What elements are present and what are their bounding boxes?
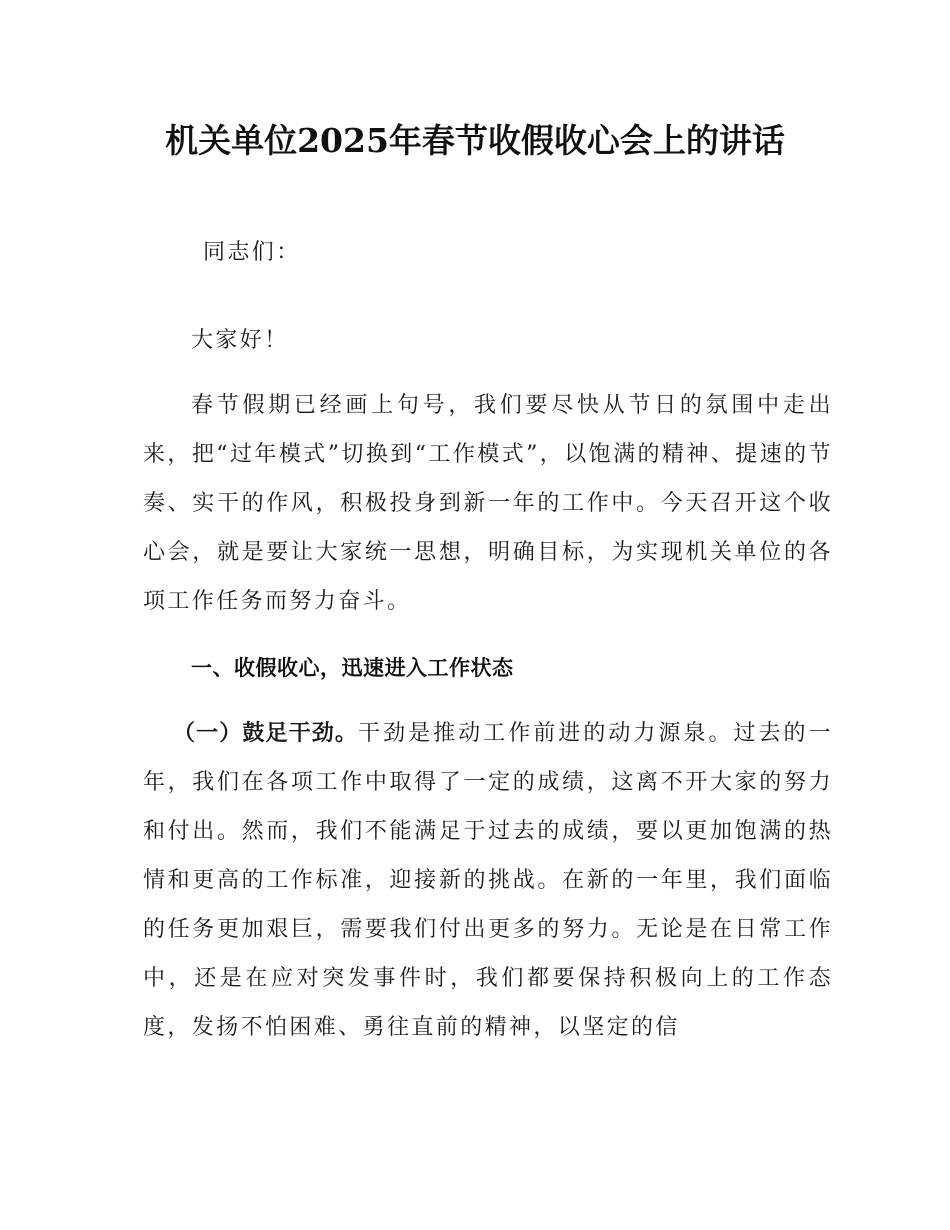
greeting: 大家好！ <box>191 328 289 353</box>
paragraph-intro: 春节假期已经画上句号，我们要尽快从节日的氛围中走出来，把“过年模式”切换到“工作模式”，以饱满的精神、提速的节奏、实干的作风，积极投身到新一年的工作中。今天召开这个收心会，就是要让大家统一思想，明确目标，为实现机关单位的各项工作任务而努力奋斗。 <box>143 393 833 614</box>
subsection-text: 干劲是推动工作前进的动力源泉。过去的一年，我们在各项工作中取得了一定的成绩，这离不开大家的努力和付出。然而，我们不能满足于过去的成绩，要以更加饱满的热情和更高的工作标准，迎接新的挑战。在新的一年里，我们面临的任务更加艰巨，需要我们付出更多的努力。无论是在日常工作中，还是在应对突发事件时，我们都要保持积极向上的工作态度，发扬不怕困难、勇往直前的精神，以坚定的信 <box>143 721 833 1040</box>
document-title: 机关单位2025年春节收假收心会上的讲话 <box>165 121 785 160</box>
section-heading: 一、收假收心，迅速进入工作状态 <box>191 656 514 680</box>
paragraph-subsection <box>143 709 833 1052</box>
subsection-heading: （一）鼓足干劲。 <box>173 721 359 746</box>
salutation: 同志们： <box>203 240 301 265</box>
